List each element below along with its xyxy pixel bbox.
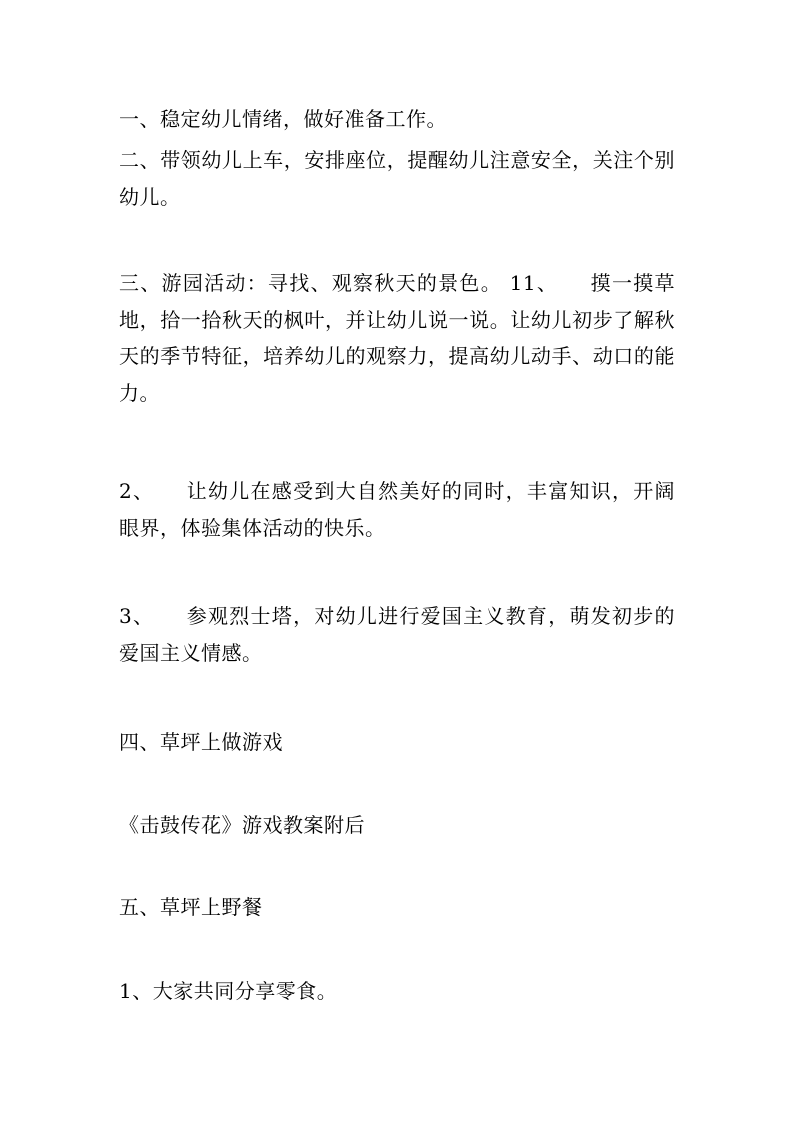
paragraph-item-3: 3、 参观烈士塔，对幼儿进行爱国主义教育，萌发初步的爱国主义情感。 bbox=[119, 604, 675, 665]
paragraph-picnic-item-1: 1、大家共同分享零食。 bbox=[119, 979, 338, 1003]
paragraph-step-3: 三、游园活动：寻找、观察秋天的景色。 11、 摸一摸草地，拾一拾秋天的枫叶，并让幼儿说一说。让幼儿初步了解秋天的季节特征，培养幼儿的观察力，提高幼儿动手、动口的能力。 bbox=[119, 271, 675, 405]
paragraph-step-1: 一、稳定幼儿情绪，做好准备工作。 bbox=[119, 107, 447, 131]
paragraph-step-2: 二、带领幼儿上车，安排座位，提醒幼儿注意安全，关注个别幼儿。 bbox=[119, 148, 675, 209]
paragraph-step-4: 四、草坪上做游戏 bbox=[119, 730, 283, 754]
paragraph-step-5: 五、草坪上野餐 bbox=[119, 895, 263, 919]
paragraph-item-2: 2、 让幼儿在感受到大自然美好的同时，丰富知识，开阔眼界，体验集体活动的快乐。 bbox=[119, 479, 675, 540]
paragraph-game-note: 《击鼓传花》游戏教案附后 bbox=[119, 813, 365, 837]
